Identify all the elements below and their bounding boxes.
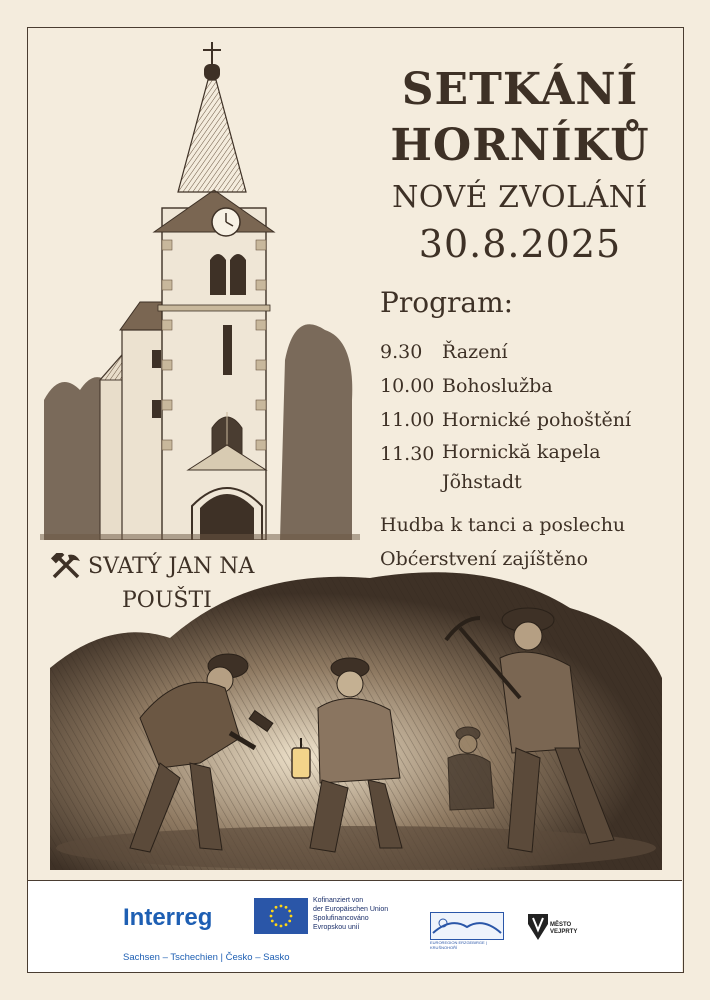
program-list <box>380 335 631 497</box>
mesto-text-line: VEJPRTY <box>550 929 578 935</box>
program-label: Bohoslužba <box>442 375 553 397</box>
interreg-logo: Interreg <box>123 904 213 931</box>
footer-logos <box>28 880 682 972</box>
program-time: 11.00 <box>380 409 435 431</box>
extra-music: Hudba k tanci a poslechu <box>380 514 626 536</box>
eu-flag-icon <box>254 898 308 934</box>
interreg-subtitle: Sachsen – Tschechien | Česko – Sasko <box>123 952 290 963</box>
program-time: 11.30 <box>380 443 435 465</box>
title-line-1: SETKÁNÍ <box>401 64 639 115</box>
event-date: 30.8.2025 <box>418 222 622 266</box>
footer-divider <box>28 880 682 881</box>
hammer-pick-icon <box>50 553 82 581</box>
euroregion-text: EUROREGION ERZGEBIRGE | KRUŠNOHOŘÍ <box>430 940 487 950</box>
program-time: 10.00 <box>380 375 435 397</box>
eu-text-line: Evropskou unií <box>313 924 360 931</box>
program-label: Řazení <box>442 341 508 363</box>
program-item <box>380 335 631 369</box>
program-item <box>380 369 631 403</box>
place-label <box>50 550 300 618</box>
extra-refreshments: Obćerstvení zajíštěno <box>380 548 589 570</box>
program-label: Hornické pohoštění <box>442 409 632 431</box>
eu-text-line: der Europäischen Union <box>313 906 389 913</box>
church-illustration <box>40 40 360 540</box>
mesto-text-line: MĚSTO <box>550 922 572 928</box>
place-line-2: POUŠTI <box>122 588 212 613</box>
eu-text-line: Kofinanziert von <box>313 897 364 904</box>
subtitle: NOVÉ ZVOLÁNÍ <box>392 180 648 215</box>
mesto-vejprty-text <box>550 922 577 936</box>
euroregion-logo <box>430 912 504 940</box>
program-item <box>380 437 631 497</box>
eu-cofinancing-text <box>313 896 423 932</box>
mesto-vejprty-logo-icon <box>528 914 548 940</box>
program-label-continued: Jõhstadt <box>442 471 522 493</box>
program-label: Hornickă kapela <box>442 441 601 463</box>
program-heading: Program: <box>380 286 514 319</box>
eu-text-line: Spolufinancováno <box>313 915 369 922</box>
program-item <box>380 403 631 437</box>
place-line-1: SVATÝ JAN NA <box>88 554 255 579</box>
title-line-2: HORNÍKŮ <box>390 120 650 171</box>
program-time: 9.30 <box>380 341 423 363</box>
